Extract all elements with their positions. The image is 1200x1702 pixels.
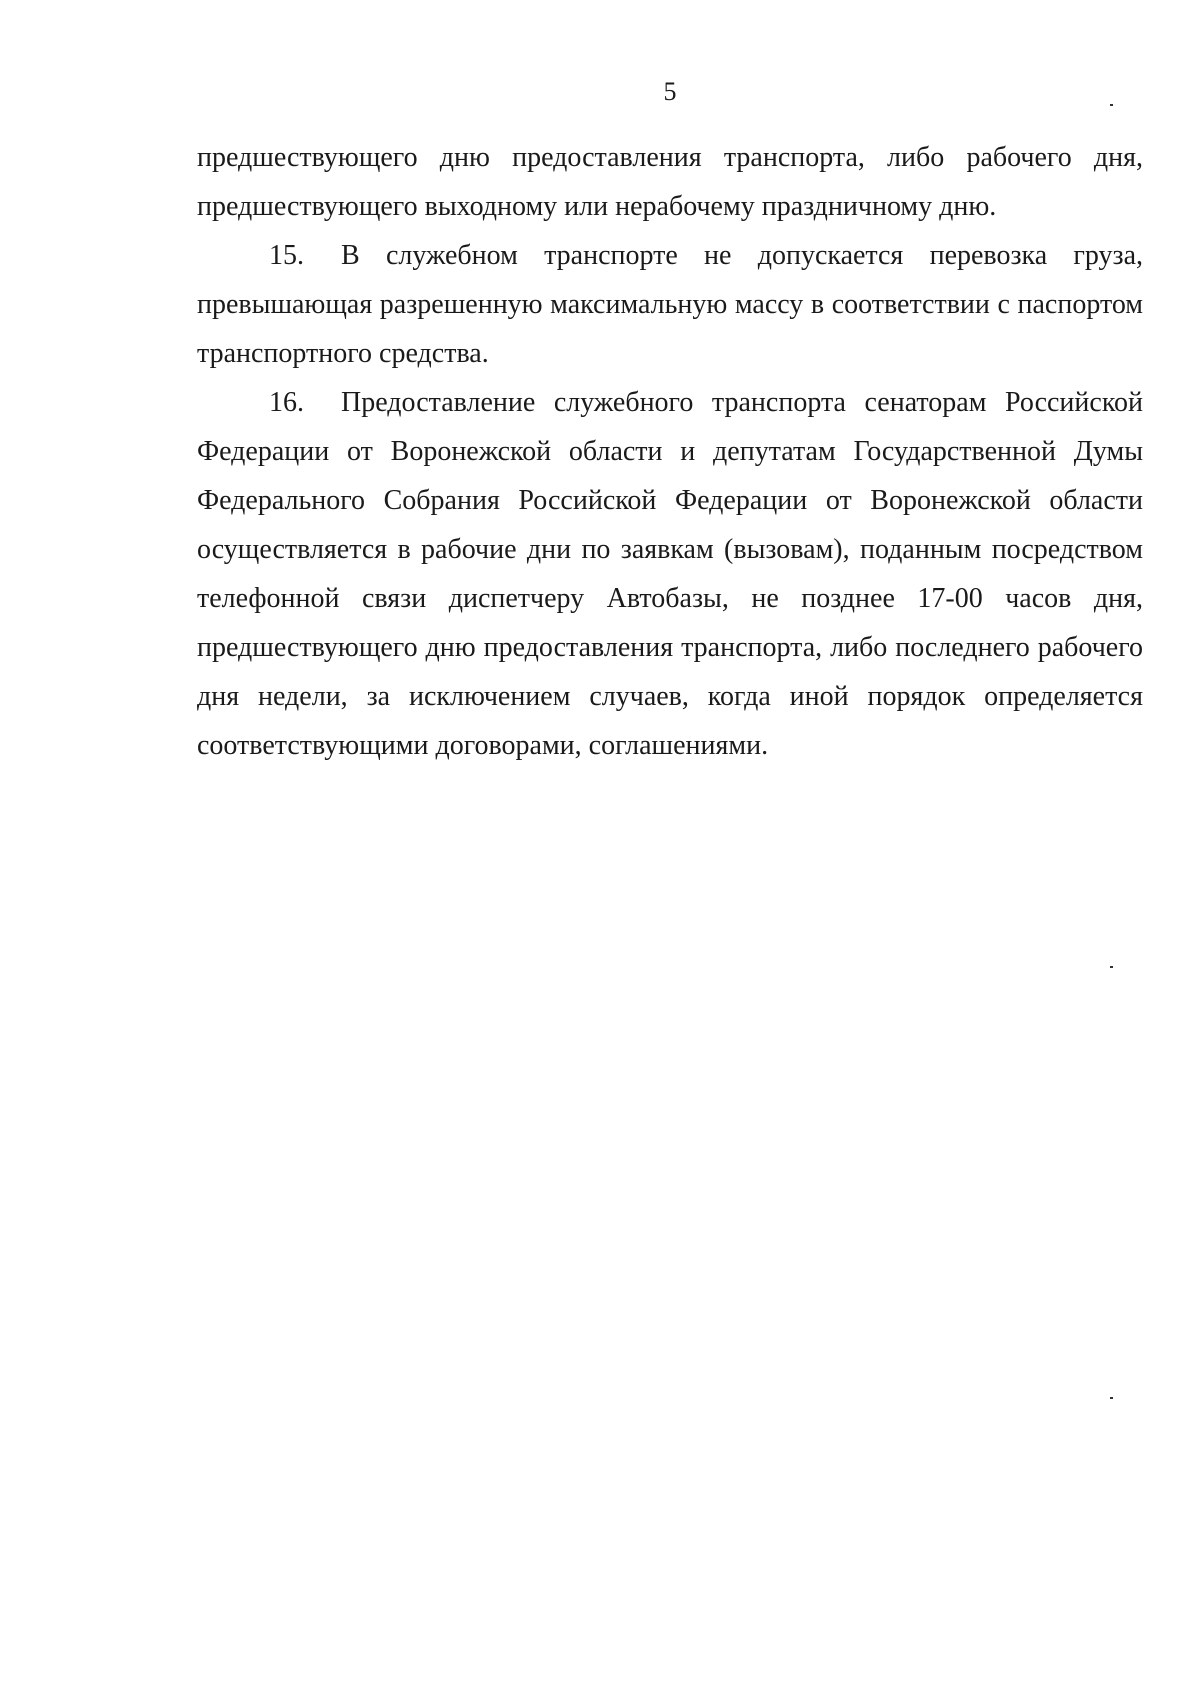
page-number: 5 [663, 77, 677, 106]
scan-mark [1110, 1397, 1113, 1399]
paragraph-continuation [197, 133, 1143, 231]
scan-mark [1110, 966, 1113, 968]
paragraph-text: В служебном транспорте не допускается перевозка груза, превышающая разрешенную максимальную массу в соответствии с паспортом транспортного средства. [197, 240, 1143, 369]
paragraph-16 [197, 378, 1143, 770]
document-body [197, 133, 1143, 770]
scan-mark [1110, 104, 1113, 106]
paragraph-text: предшествующего дню предоставления транспорта, либо рабочего дня, предшествующего выходному или нерабочему праздничному дню. [197, 142, 1143, 222]
paragraph-text: Предоставление служебного транспорта сенаторам Российской Федерации от Воронежской области и депутатам Государственной Думы Федерального Собрания Российской Федерации от Воронежской области осуществляется в рабочие дни по заявкам (вызовам), поданным посредством телефонной связи диспетчеру Автобазы, не позднее 17-00 часов дня, предшествующего дню предоставления транспорта, либо последнего рабочего дня недели, за исключением случаев, когда иной порядок определяется соответствующими договорами, соглашениями. [197, 387, 1143, 761]
paragraph-15 [197, 231, 1143, 378]
paragraph-number: 15. [269, 240, 304, 271]
paragraph-number: 16. [269, 387, 304, 418]
